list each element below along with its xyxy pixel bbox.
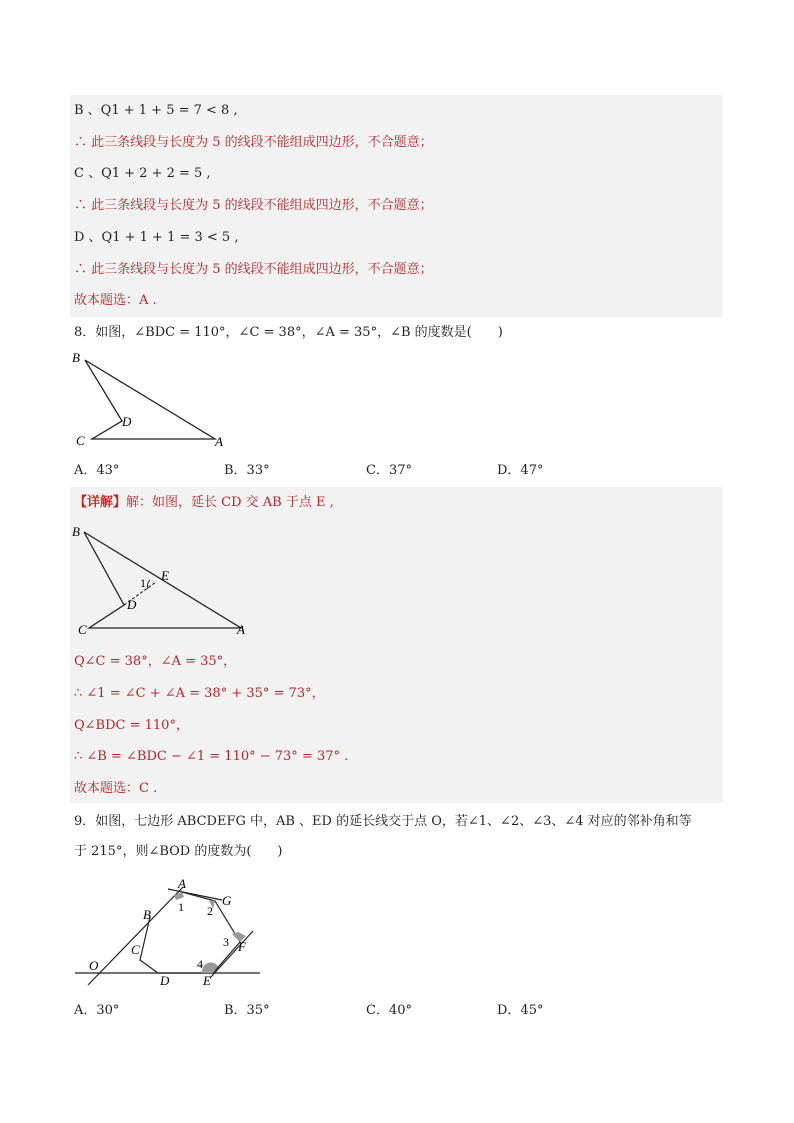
q8-label-c: C: [76, 433, 85, 448]
q9-figure: [70, 872, 270, 992]
q9-label-e: E: [203, 973, 211, 988]
q8s-label-c: C: [78, 622, 87, 637]
q9-label-f: F: [238, 939, 246, 954]
q8-triangle-outline: [85, 360, 215, 439]
q9-option-b: B．35°: [224, 1003, 270, 1018]
q9-stem-line1: 9．如图，七边形 ABCDEFG 中，AB 、ED 的延长线交于点 O，若∠1、∠2、∠3、∠4 对应的邻补角和等: [74, 814, 692, 829]
q8-step: 故本题选：C .: [74, 781, 158, 796]
q9-label-a: A: [178, 876, 186, 891]
q8s-label-1: 1: [140, 576, 146, 590]
q9-label-d: D: [160, 973, 170, 988]
q9-label-3: 3: [223, 935, 229, 949]
q9-label-g: G: [222, 893, 232, 908]
q9-option-d: D．45°: [497, 1003, 544, 1018]
solution-line: D 、Q1 + 1 + 1 = 3 < 5 ,: [74, 230, 239, 245]
solution-line: 故本题选：A .: [74, 293, 157, 308]
q8-label-a: A: [215, 434, 223, 449]
q9-line-ef-extended: [210, 931, 253, 978]
q8-stem: 8．如图，∠BDC = 110°，∠C = 38°，∠A = 35°，∠B 的度数是( ): [74, 325, 503, 340]
q8-step: ∴ ∠B = ∠BDC − ∠1 = 110° − 73° = 37° .: [74, 749, 349, 764]
solution-line: ∴ 此三条线段与长度为 5 的线段不能组成四边形，不合题意；: [74, 262, 433, 277]
q9-label-1: 1: [178, 900, 184, 914]
q8-option-a: A．43°: [74, 463, 120, 478]
q8-option-b: B．33°: [224, 463, 270, 478]
solution-line: C 、Q1 + 2 + 2 = 5 ,: [74, 166, 211, 181]
q9-label-o: O: [89, 958, 99, 973]
solution-line: ∴ 此三条线段与长度为 5 的线段不能组成四边形，不合题意；: [74, 198, 433, 213]
q9-stem-line2: 于 215°，则∠BOD 的度数为( ): [74, 844, 283, 859]
q9-label-c: C: [131, 942, 140, 957]
q8-option-d: D．47°: [497, 463, 544, 478]
q9-label-b: B: [143, 907, 151, 922]
q8-detail: [74, 492, 334, 514]
q8-step: Q∠BDC = 110°，: [74, 718, 189, 733]
q8-step: Q∠C = 38°，∠A = 35°，: [74, 654, 237, 669]
q8s-label-e: E: [161, 568, 169, 583]
q8-step: ∴ ∠1 = ∠C + ∠A = 38° + 35° = 73°，: [74, 686, 325, 701]
q8-label-b: B: [72, 350, 80, 365]
q8s-label-a: A: [237, 622, 245, 637]
solution-line: B 、Q1 + 1 + 5 = 7 < 8 ,: [74, 103, 238, 118]
q9-option-a: A．30°: [74, 1003, 120, 1018]
q8-label-d: D: [122, 414, 132, 429]
detail-tag: 【详解】: [74, 495, 127, 510]
q8-solution-figure: [70, 522, 255, 640]
q9-label-2: 2: [207, 904, 213, 918]
q8s-label-b: B: [72, 524, 80, 539]
q8-option-c: C．37°: [366, 463, 412, 478]
detail-intro: 解：如图，延长 CD 交 AB 于点 E ,: [126, 495, 334, 510]
q9-angle-1-mark: [174, 892, 184, 900]
q9-option-c: C．40°: [366, 1003, 412, 1018]
q8s-label-d: D: [127, 597, 137, 612]
q8-figure: [70, 348, 240, 450]
q9-line-ab-extended: [88, 887, 183, 985]
q9-label-4: 4: [197, 957, 203, 971]
solution-line: ∴ 此三条线段与长度为 5 的线段不能组成四边形，不合题意；: [74, 135, 433, 150]
